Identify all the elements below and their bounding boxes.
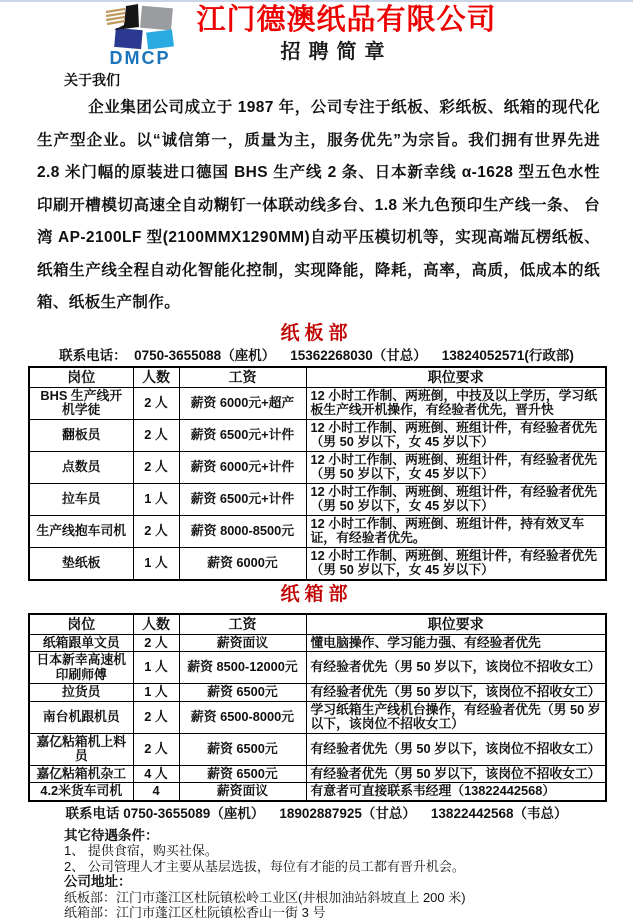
table-row: [29, 483, 606, 515]
table-row: [29, 733, 606, 765]
col-position: 岗位: [29, 367, 133, 388]
cell-salary: 薪资 8500-12000元: [179, 652, 306, 684]
cell-count: 1 人: [133, 684, 179, 702]
carton-dept-table: [28, 613, 607, 802]
cell-count: 1 人: [133, 483, 179, 515]
cell-count: 2 人: [133, 451, 179, 483]
cell-count: 2 人: [133, 701, 179, 733]
cell-salary: 薪资 6000元+超产: [179, 387, 306, 419]
cell-count: 4: [133, 783, 179, 801]
dmcp-logo-icon: [94, 4, 186, 50]
cell-salary: 薪资 6500-8000元: [179, 701, 306, 733]
cell-requirements: 12 小时工作制、两班倒、班组计件，有经验者优先（男 50 岁以下，女 45 岁以下）: [306, 547, 606, 580]
cell-salary: 薪资 6000元+计件: [179, 451, 306, 483]
cell-salary: 薪资 6500元+计件: [179, 483, 306, 515]
page-subtitle: 招聘简章: [280, 41, 393, 63]
carton-dept-contact: 联系电话 0750-3655089（座机） 18902887925（甘总） 13822442568（韦总）: [65, 805, 568, 821]
table-row: [29, 515, 606, 547]
board-dept-heading: 纸板部: [280, 322, 353, 344]
cell-count: 1 人: [133, 652, 179, 684]
address-heading: 公司地址：: [64, 874, 132, 889]
cell-position: 点数员: [29, 451, 133, 483]
table-row: [29, 451, 606, 483]
col-salary: 工资: [179, 614, 306, 635]
cell-count: 2 人: [133, 419, 179, 451]
cell-requirements: 12 小时工作制、两班倒、班组计件，持有效叉车证，有经验者优先。: [306, 515, 606, 547]
benefit-item: 2、 公司管理人才主要从基层选拔，每位有才能的员工都有晋升机会。: [64, 858, 465, 874]
address-board: 纸板部：江门市蓬江区杜阮镇松岭工业区(井根加油站斜坡直上 200 米): [64, 889, 466, 905]
cell-salary: 薪资 6500元+计件: [179, 419, 306, 451]
col-requirements: 职位要求: [306, 614, 606, 635]
cell-count: 2 人: [133, 387, 179, 419]
table-row: [29, 783, 606, 801]
cell-salary: 薪资面议: [179, 783, 306, 801]
cell-requirements: 有经验者优先（男 50 岁以下，该岗位不招收女工）: [306, 652, 606, 684]
cell-position: 南台机跟机员: [29, 701, 133, 733]
about-paragraph: 企业集团公司成立于 1987 年，公司专注于纸板、彩纸板、纸箱的现代化生产型企业。以“诚信第一，质量为主，服务优先”为宗旨。我们拥有世界先进 2.8 米门幅的原装进口德国 BHS 生产线 2 条、日本新幸线 α-1628 型五色水性印刷开槽模切高速全自动糊钉一体联动线多台、1.8 米九色预印生产线一条、 台湾 AP-2100LF 型(2100MMX1290MM)自动平压模切机等，实现高端瓦楞纸板、纸箱生产线全程自动化智能化控制，实现降能，降耗，高率，高质，低成本的纸箱、纸板生产制作。: [37, 99, 600, 311]
col-count: 人数: [133, 614, 179, 635]
cell-position: 日本新幸高速机印刷师傅: [29, 652, 133, 684]
table-row: [29, 387, 606, 419]
cell-requirements: 懂电脑操作、学习能力强、有经验者优先: [306, 634, 606, 652]
table-row: [29, 684, 606, 702]
cell-count: 4 人: [133, 765, 179, 783]
cell-requirements: 12 小时工作制、两班倒、班组计件，有经验者优先（男 50 岁以下，女 45 岁以下）: [306, 419, 606, 451]
cell-position: 嘉亿粘箱机上料员: [29, 733, 133, 765]
cell-count: 1 人: [133, 547, 179, 580]
board-dept-table: [28, 366, 607, 581]
cell-position: 4.2米货车司机: [29, 783, 133, 801]
carton-dept-heading: 纸箱部: [280, 583, 353, 605]
cell-position: 拉货员: [29, 684, 133, 702]
address-carton: 纸箱部：江门市蓬江区杜阮镇松香山一街 3 号: [64, 905, 326, 920]
cell-salary: 薪资 6500元: [179, 765, 306, 783]
col-requirements: 职位要求: [306, 367, 606, 388]
table-row: [29, 701, 606, 733]
logo-text: DMCP: [109, 48, 171, 68]
footer: [64, 828, 633, 921]
table-row: [29, 652, 606, 684]
cell-requirements: 12 小时工作制、两班倒、班组计件，有经验者优先（男 50 岁以下，女 45 岁以下）: [306, 451, 606, 483]
cell-position: 翻板员: [29, 419, 133, 451]
cell-position: 纸箱跟单文员: [29, 634, 133, 652]
cell-salary: 薪资 6000元: [179, 547, 306, 580]
cell-salary: 薪资面议: [179, 634, 306, 652]
col-salary: 工资: [179, 367, 306, 388]
cell-requirements: 有经验者优先（男 50 岁以下，该岗位不招收女工）: [306, 684, 606, 702]
cell-requirements: 12 小时工作制、两班倒、班组计件，有经验者优先（男 50 岁以下，女 45 岁以下）: [306, 483, 606, 515]
about-heading: 关于我们: [64, 72, 120, 88]
cell-requirements: 有经验者优先（男 50 岁以下，该岗位不招收女工）: [306, 765, 606, 783]
company-title: 江门德澳纸品有限公司: [196, 4, 497, 36]
col-count: 人数: [133, 367, 179, 388]
cell-position: 生产线抱车司机: [29, 515, 133, 547]
cell-salary: 薪资 6500元: [179, 733, 306, 765]
cell-count: 2 人: [133, 733, 179, 765]
board-dept-contact: 联系电话： 0750-3655088（座机） 15362268030（甘总） 13824052571(行政部): [59, 347, 574, 363]
table-header-row: [29, 614, 606, 635]
company-logo: [92, 4, 188, 66]
table-header-row: [29, 367, 606, 388]
benefit-item: 1、 提供食宿，购买社保。: [64, 843, 218, 858]
table-row: [29, 547, 606, 580]
cell-requirements: 有经验者优先（男 50 岁以下，该岗位不招收女工）: [306, 733, 606, 765]
cell-requirements: 有意者可直接联系韦经理（13822442568）: [306, 783, 606, 801]
cell-salary: 薪资 6500元: [179, 684, 306, 702]
table-row: [29, 419, 606, 451]
cell-requirements: 12 小时工作制、两班倒，中技及以上学历，学习纸板生产线开机操作，有经验者优先，晋升快: [306, 387, 606, 419]
header: [0, 2, 633, 68]
cell-count: 2 人: [133, 634, 179, 652]
benefits-heading: 其它待遇条件：: [64, 827, 159, 843]
cell-position: 嘉亿粘箱机杂工: [29, 765, 133, 783]
col-position: 岗位: [29, 614, 133, 635]
cell-position: BHS 生产线开机学徒: [29, 387, 133, 419]
table-row: [29, 765, 606, 783]
cell-salary: 薪资 8000-8500元: [179, 515, 306, 547]
cell-count: 2 人: [133, 515, 179, 547]
table-row: [29, 634, 606, 652]
cell-position: 垫纸板: [29, 547, 133, 580]
cell-position: 拉车员: [29, 483, 133, 515]
cell-requirements: 学习纸箱生产线机台操作，有经验者优先（男 50 岁以下，该岗位不招收女工）: [306, 701, 606, 733]
